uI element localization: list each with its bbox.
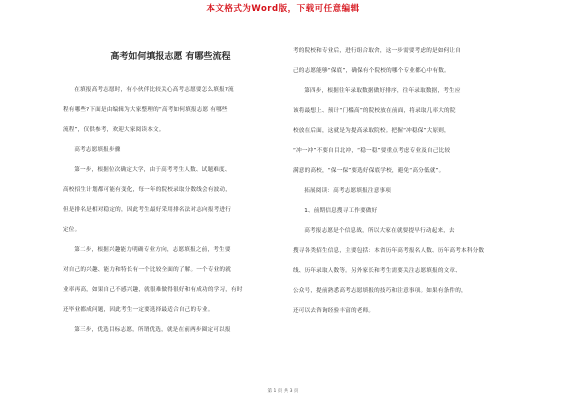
- text-line: 定位。: [63, 227, 81, 233]
- section-heading: 高考志愿填报步骤: [74, 147, 121, 153]
- page-footer: 第 1 页 共 3 页: [267, 389, 299, 394]
- text-line: 公众号，提前熟悉高考志愿填报的技巧和注意事项。如果有条件的，: [293, 288, 467, 294]
- text-line: 线、历年录取人数等。另外家长和考生需要关注志愿填报的文章、: [293, 268, 462, 274]
- text-line: 在填报高考志愿时，有小伙伴比较关心高考志愿要怎么填报?流: [74, 87, 234, 93]
- subsection-heading: 1、前期信息搜寻工作要做好: [304, 208, 378, 214]
- text-line: 高校招生计划都可能有变化，每一年的院校录取分数线会有波动，: [63, 187, 232, 193]
- document-page: [55, 40, 530, 380]
- text-line: 校放在后面，这就是为提高录取院校。把握“冲稳保”大原则，: [293, 128, 450, 134]
- text-line: 第三步，优选目标志愿，所谓优选，就是在前两步圈定可以报: [74, 327, 231, 333]
- text-line: “冲一冲”不要自目北冲，“稳一稳”要重点考虑专业及自己比较: [293, 148, 451, 154]
- text-line: 高考报志愿是个信息战，所以大家在就要提早行动起来，去: [304, 228, 455, 234]
- download-banner: 本文格式为Word版，下载可任意编辑: [206, 4, 360, 14]
- text-line: 该将最想上、预计“门槛高”的院校放在前面，将录取几率大的院: [293, 108, 456, 114]
- text-line: 流程”，仅供参考，欢迎大家阅读本文。: [63, 127, 165, 133]
- text-line: 己的志愿能够“保底”，确保有个院校的哪个专业都心中有数。: [293, 68, 450, 74]
- text-line: 第二步，根据兴趣能力明确专业方向，志愿填报之前，考生要: [74, 247, 231, 253]
- section-heading: 拓展阅读：高考志愿填报注意事项: [304, 188, 392, 194]
- text-line: 但是排名是相对稳定的，因此考生最好采用排名法对志向报考进行: [63, 207, 232, 213]
- right-column: [293, 41, 508, 321]
- text-line: 还毕业都成问题，因此考生一定要选择最适合自己的专业。: [63, 307, 214, 313]
- text-line: 还可以去咨询经验丰富的老师。: [293, 308, 375, 314]
- text-line: 第四步，根据往年录取数据做好排序，往年录取数据，考生应: [304, 88, 461, 94]
- text-line: 满意的高校，“保一保”要选好保底学校，避免“高分低就”。: [293, 168, 445, 174]
- text-line: 业率再高，如果自己不感兴趣，就很难做得很好和有成功的学习，有时: [63, 287, 243, 293]
- document-title: 高考如何填报志愿 有哪些流程: [110, 52, 231, 62]
- text-line: 对自己的兴趣、能力和特长有一个比较全面的了解。一个专业的就: [63, 267, 232, 273]
- text-line: 第一步，根据位次确定大学，由于高考考生人数、试题难度、: [74, 167, 231, 173]
- text-line: 搜寻各类招生信息，主要包括：本省历年高考报名人数、历年高考本科分数: [293, 248, 485, 254]
- left-column: [63, 40, 278, 340]
- text-line: 程有哪些?下面是由编辑为大家整理的“高考如何填报志愿 有哪些: [63, 107, 228, 113]
- text-line: 考的院校和专业后，进行组合取舍，这一步需要考虑的是如何让自: [293, 48, 462, 54]
